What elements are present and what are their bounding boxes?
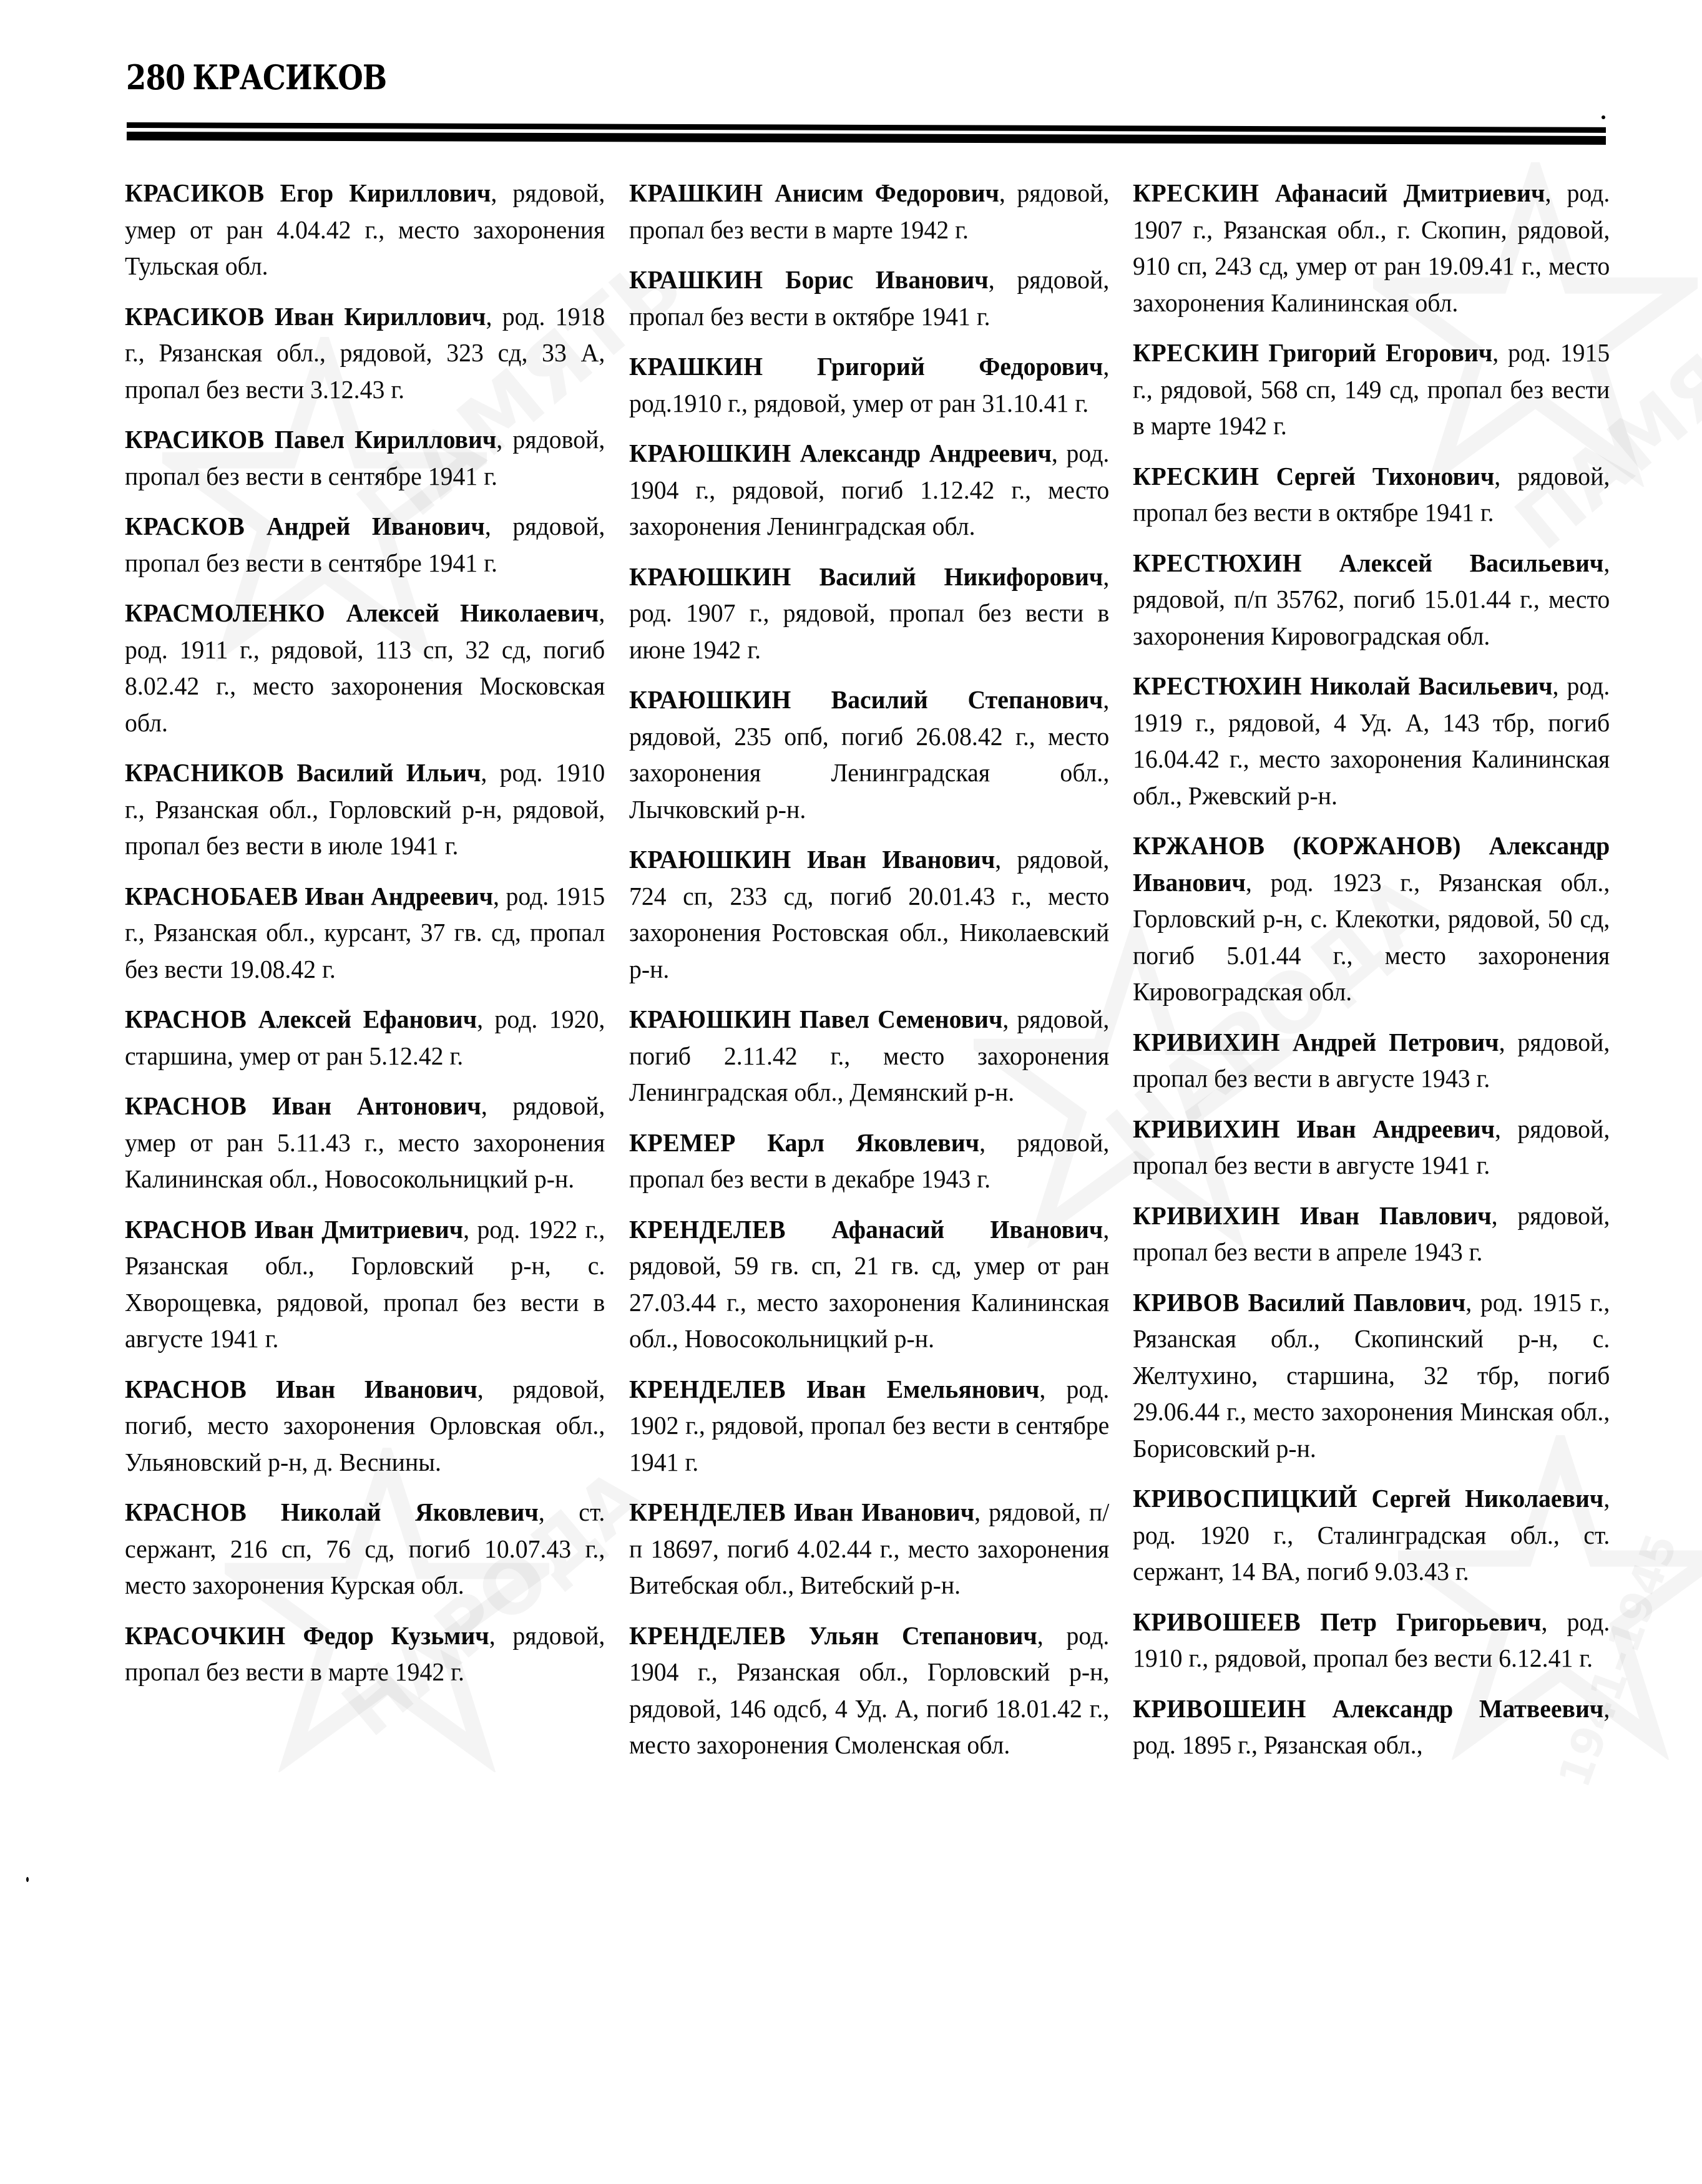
entry-given-name: Алексей Николаевич <box>346 598 599 627</box>
entry-surname: КРИВОШЕЕВ <box>1133 1607 1301 1636</box>
entry-details: , род. 1918 г., Рязанская обл., рядовой, 323 сд, 33 А, пропал без вести 3.12.43 г. <box>125 301 605 404</box>
entry-surname: КРАЮШКИН <box>628 845 791 874</box>
entry-surname: КРАСНОВ <box>125 1498 247 1526</box>
entry-surname: КРАСМОЛЕНКО <box>125 598 326 627</box>
entry-details: , род. 1922 г., Рязанская обл., Горловский р-н, с. Хворощевка, рядовой, пропал без вести в августе 1941 г. <box>125 1214 605 1353</box>
entry-given-name: Сергей Николаевич <box>1371 1484 1604 1513</box>
entry-details: , род. 1915 г., рядовой, 568 сп, 149 сд, пропал без вести в марте 1942 г. <box>1133 338 1610 440</box>
entry <box>629 1211 1109 1357</box>
entry-given-name: Егор Кириллович <box>280 178 491 207</box>
entry <box>1133 458 1610 531</box>
entry-surname: КРИВИХИН <box>1133 1027 1280 1056</box>
entry-surname: КРЕСКИН <box>1133 338 1259 367</box>
entry <box>629 1001 1109 1111</box>
entry-details: , рядовой, погиб 2.11.42 г., место захоронения Ленинградская обл., Демянский р-н. <box>628 1005 1109 1106</box>
entry-given-name: Александр Иванович <box>1133 831 1610 897</box>
entry-given-name: Павел Семенович <box>799 1005 1002 1033</box>
entry-details: , рядовой, пропал без вести в апреле 1943 г. <box>1133 1201 1610 1266</box>
entry <box>125 1088 605 1197</box>
entry-given-name: Иван Емельянович <box>806 1374 1039 1403</box>
entry-details: , рядовой, 235 опб, погиб 26.08.42 г., место захоронения Ленинградская обл., Лычковский р-н. <box>628 685 1109 824</box>
entry-given-name: Афанасий Дмитриевич <box>1274 178 1545 207</box>
entry <box>1133 1480 1610 1590</box>
entry-given-name: Григорий Федорович <box>816 352 1103 381</box>
entry-given-name: Александр Матвеевич <box>1332 1694 1604 1723</box>
entry-given-name: Иван Антонович <box>271 1091 481 1120</box>
entry <box>1133 668 1610 814</box>
entry-given-name: Иван Павлович <box>1299 1201 1492 1230</box>
entry-details: , рядовой, умер от ран 4.04.42 г., место захоронения Тульская обл. <box>125 178 605 280</box>
entry-surname: КРАЮШКИН <box>628 1005 791 1033</box>
entry-given-name: Анисим Федорович <box>774 178 999 207</box>
entry-details: , род. 1915 г., Рязанская обл., Скопинский р-н, с. Желтухино, старшина, 32 тбр, погиб 29.06.44 г., место захоронения Минская обл., Борисовский р-н. <box>1133 1287 1610 1463</box>
entry-surname: КРАСНИКОВ <box>125 758 285 787</box>
entry-surname: КРИВИХИН <box>1133 1201 1280 1230</box>
entry-details: , рядовой, погиб, место захоронения Орловская обл., Ульяновский р-н, д. Веснины. <box>125 1374 605 1476</box>
entry-surname: КРАЮШКИН <box>628 685 791 714</box>
entry-surname: КРАШКИН <box>628 265 763 294</box>
entry-surname: КРАСОЧКИН <box>125 1621 286 1650</box>
entry-surname: КРЕСКИН <box>1133 461 1259 490</box>
entry-given-name: Андрей Иванович <box>266 512 485 540</box>
entry-surname: КРАСКОВ <box>125 512 245 540</box>
entry-surname: КРЕНДЕЛЕВ <box>628 1214 786 1244</box>
entry <box>629 681 1109 827</box>
entry <box>1133 545 1610 655</box>
entry-surname: КРАСИКОВ <box>125 425 265 454</box>
entry <box>125 1001 605 1074</box>
entry <box>629 841 1109 987</box>
entry-surname: КРЕСТЮХИН <box>1133 548 1303 577</box>
entry-surname: КРЕСКИН <box>1133 178 1259 207</box>
entry-details: , рядовой, пропал без вести в декабре 1943 г. <box>628 1128 1109 1193</box>
entry-details: , род. 1910 г., Рязанская обл., Горловский р-н, рядовой, пропал без вести в июле 1941 г. <box>125 758 605 860</box>
entry-given-name: Ульян Степанович <box>808 1621 1037 1650</box>
entry-details: , рядовой, 724 сп, 233 сд, погиб 20.01.43 г., место захоронения Ростовская обл., Николаевский р-н. <box>628 845 1109 983</box>
entry-surname: КРЖАНОВ (КОРЖАНОВ) <box>1133 831 1462 860</box>
entry <box>125 421 605 494</box>
entry <box>125 754 605 864</box>
scan-speck <box>1602 115 1605 119</box>
entry-given-name: Иван Андреевич <box>305 881 494 910</box>
entry <box>629 1617 1109 1763</box>
entry <box>629 261 1109 334</box>
entry-details: , род. 1904 г., рядовой, погиб 1.12.42 г., место захоронения Ленинградская обл. <box>628 439 1109 540</box>
entry <box>125 508 605 581</box>
entry-given-name: Александр Андреевич <box>799 439 1052 467</box>
entry-given-name: Василий Ильич <box>296 758 481 787</box>
entry-details: , род. 1895 г., Рязанская обл., <box>1133 1694 1610 1759</box>
entry-given-name: Иван Дмитриевич <box>254 1214 464 1244</box>
entry-given-name: Иван Иванович <box>806 845 995 874</box>
entry-details: , род. 1907 г., Рязанская обл., г. Скопин, рядовой, 910 сп, 243 сд, умер от ран 19.09.41 г., место захоронения Калининская обл. <box>1133 178 1610 317</box>
entry <box>125 1371 605 1481</box>
entry-details: , ст. сержант, 216 сп, 76 сд, погиб 10.07.43 г., место захоронения Курская обл. <box>125 1498 605 1599</box>
entry-given-name: Федор Кузьмич <box>303 1621 489 1650</box>
entry-given-name: Сергей Тихонович <box>1276 461 1495 490</box>
entry <box>1133 827 1610 1010</box>
entry-details: , род. 1911 г., рядовой, 113 сп, 32 сд, погиб 8.02.42 г., место захоронения Московская обл. <box>125 598 605 737</box>
entry-surname: КРИВОСПИЦКИЙ <box>1133 1484 1358 1513</box>
entry-surname: КРАСИКОВ <box>125 178 265 207</box>
entry <box>125 1211 605 1357</box>
entry-surname: КРАШКИН <box>628 178 763 207</box>
entry <box>1133 175 1610 321</box>
entry-details: , рядовой, пропал без вести в августе 1943 г. <box>1133 1027 1610 1093</box>
entry-surname: КРАСНОБАЕВ <box>125 881 298 910</box>
entry-given-name: Андрей Петрович <box>1292 1027 1499 1056</box>
entry <box>629 1124 1109 1197</box>
entry-given-name: Иван Иванович <box>793 1498 974 1526</box>
entry <box>629 435 1109 545</box>
entry-details: , рядовой, пропал без вести в октябре 1941 г. <box>628 265 1109 331</box>
entry-details: , род. 1920, старшина, умер от ран 5.12.42 г. <box>125 1005 605 1070</box>
entry-surname: КРАЮШКИН <box>628 562 791 591</box>
entry-given-name: Василий Павлович <box>1248 1287 1466 1317</box>
entry-surname: КРАСНОВ <box>125 1091 247 1120</box>
entry-given-name: Иван Кириллович <box>274 301 486 331</box>
entry <box>629 558 1109 668</box>
entry-surname: КРАШКИН <box>628 352 763 381</box>
entry-details: , род. 1907 г., рядовой, пропал без вести в июне 1942 г. <box>628 562 1109 664</box>
entry-details: , рядовой, пропал без вести в марте 1942 г. <box>125 1621 605 1686</box>
entry-details: , рядовой, пропал без вести в августе 1941 г. <box>1133 1114 1610 1179</box>
entry-given-name: Карл Яковлевич <box>766 1128 979 1157</box>
page-number: 280 <box>126 57 185 97</box>
entry-details: , род. 1904 г., Рязанская обл., Горловский р-н, рядовой, 146 одсб, 4 Уд. А, погиб 18.01.42 г., место захоронения Смоленская обл. <box>628 1621 1109 1759</box>
entry-given-name: Алексей Васильевич <box>1339 548 1604 577</box>
entry <box>1133 334 1610 444</box>
entry <box>125 298 605 408</box>
entry-details: , рядовой, 59 гв. сп, 21 гв. сд, умер от ран 27.03.44 г., место захоронения Калининская обл., Новосокольницкий р-н. <box>628 1214 1109 1353</box>
entry-details: , род. 1902 г., рядовой, пропал без вести в сентябре 1941 г. <box>628 1374 1109 1476</box>
entry-columns <box>125 175 1610 1777</box>
entry <box>1133 1690 1610 1763</box>
entry-details: , рядовой, п/п 18697, погиб 4.02.44 г., место захоронения Витебская обл., Витебский р-н. <box>628 1498 1109 1599</box>
entry-details: , рядовой, пропал без вести в марте 1942 г. <box>628 178 1109 244</box>
entry-given-name: Григорий Егорович <box>1268 338 1493 367</box>
entry-given-name: Василий Никифорович <box>819 562 1103 591</box>
running-title: КРАСИКОВ <box>192 57 387 97</box>
entry-given-name: Николай Яковлевич <box>280 1498 539 1526</box>
entry-surname: КРИВОВ <box>1133 1287 1240 1317</box>
column-3 <box>1133 175 1610 1777</box>
entry-details: , род. 1923 г., Рязанская обл., Горловский р-н, с. Клекотки, рядовой, 50 сд, погиб 5.01.44 г., место захоронения Кировоградская обл. <box>1133 867 1610 1006</box>
entry-details: , род.1910 г., рядовой, умер от ран 31.10.41 г. <box>628 352 1109 417</box>
entry-given-name: Василий Степанович <box>831 685 1103 714</box>
entry-details: , рядовой, умер от ран 5.11.43 г., место захоронения Калининская обл., Новосокольницкий р-н. <box>125 1091 605 1193</box>
entry <box>1133 1111 1610 1184</box>
entry-given-name: Иван Иванович <box>275 1374 477 1403</box>
entry-details: , род. 1910 г., рядовой, пропал без вести 6.12.41 г. <box>1133 1607 1610 1672</box>
entry-surname: КРЕНДЕЛЕВ <box>628 1498 786 1526</box>
entry-surname: КРАСНОВ <box>125 1374 247 1403</box>
entry-given-name: Павел Кириллович <box>274 425 497 454</box>
entry <box>629 1494 1109 1604</box>
entry <box>125 878 605 988</box>
entry-details: , рядовой, пропал без вести в октябре 1941 г. <box>1133 461 1610 527</box>
entry-surname: КРАСНОВ <box>125 1214 247 1244</box>
entry <box>1133 1604 1610 1677</box>
entry <box>125 1617 605 1690</box>
header-rule-thin <box>127 122 1606 133</box>
entry-details: , рядовой, пропал без вести в сентябре 1941 г. <box>125 425 605 490</box>
entry-details: , род. 1915 г., Рязанская обл., курсант, 37 гв. сд, пропал без вести 19.08.42 г. <box>125 881 605 983</box>
entry-given-name: Алексей Ефанович <box>258 1005 477 1033</box>
entry <box>125 595 605 741</box>
entry-surname: КРАСНОВ <box>125 1005 247 1033</box>
entry <box>1133 1024 1610 1097</box>
entry <box>125 175 605 285</box>
entry <box>629 348 1109 421</box>
entry-details: , рядовой, п/п 35762, погиб 15.01.44 г., место захоронения Кировоградская обл. <box>1133 548 1610 650</box>
entry-surname: КРИВОШЕИН <box>1133 1694 1306 1723</box>
entry <box>1133 1284 1610 1467</box>
scan-speck <box>26 1877 29 1882</box>
entry-given-name: Петр Григорьевич <box>1320 1607 1542 1636</box>
entry <box>629 175 1109 248</box>
running-head <box>126 57 386 97</box>
entry <box>125 1494 605 1604</box>
entry-surname: КРИВИХИН <box>1133 1114 1280 1143</box>
entry-given-name: Николай Васильевич <box>1310 671 1553 700</box>
entry-details: , род. 1920 г., Сталинградская обл., ст. сержант, 14 ВА, погиб 9.03.43 г. <box>1133 1484 1610 1586</box>
entry-surname: КРАСИКОВ <box>125 301 265 331</box>
entry-details: , род. 1919 г., рядовой, 4 Уд. А, 143 тбр, погиб 16.04.42 г., место захоронения Калининская обл., Ржевский р-н. <box>1133 671 1610 810</box>
entry-details: , рядовой, пропал без вести в сентябре 1941 г. <box>125 512 605 577</box>
entry-surname: КРЕМЕР <box>628 1128 736 1157</box>
entry-surname: КРЕНДЕЛЕВ <box>628 1621 786 1650</box>
header-rule-thick <box>127 132 1606 145</box>
entry <box>1133 1197 1610 1270</box>
entry-surname: КРАЮШКИН <box>628 439 791 467</box>
entry-given-name: Иван Андреевич <box>1296 1114 1495 1143</box>
column-2 <box>629 175 1110 1777</box>
entry-given-name: Борис Иванович <box>785 265 989 294</box>
column-1 <box>125 175 605 1777</box>
entry-surname: КРЕСТЮХИН <box>1133 671 1303 700</box>
entry-given-name: Афанасий Иванович <box>831 1214 1103 1244</box>
entry <box>629 1371 1109 1481</box>
entry-surname: КРЕНДЕЛЕВ <box>628 1374 786 1403</box>
